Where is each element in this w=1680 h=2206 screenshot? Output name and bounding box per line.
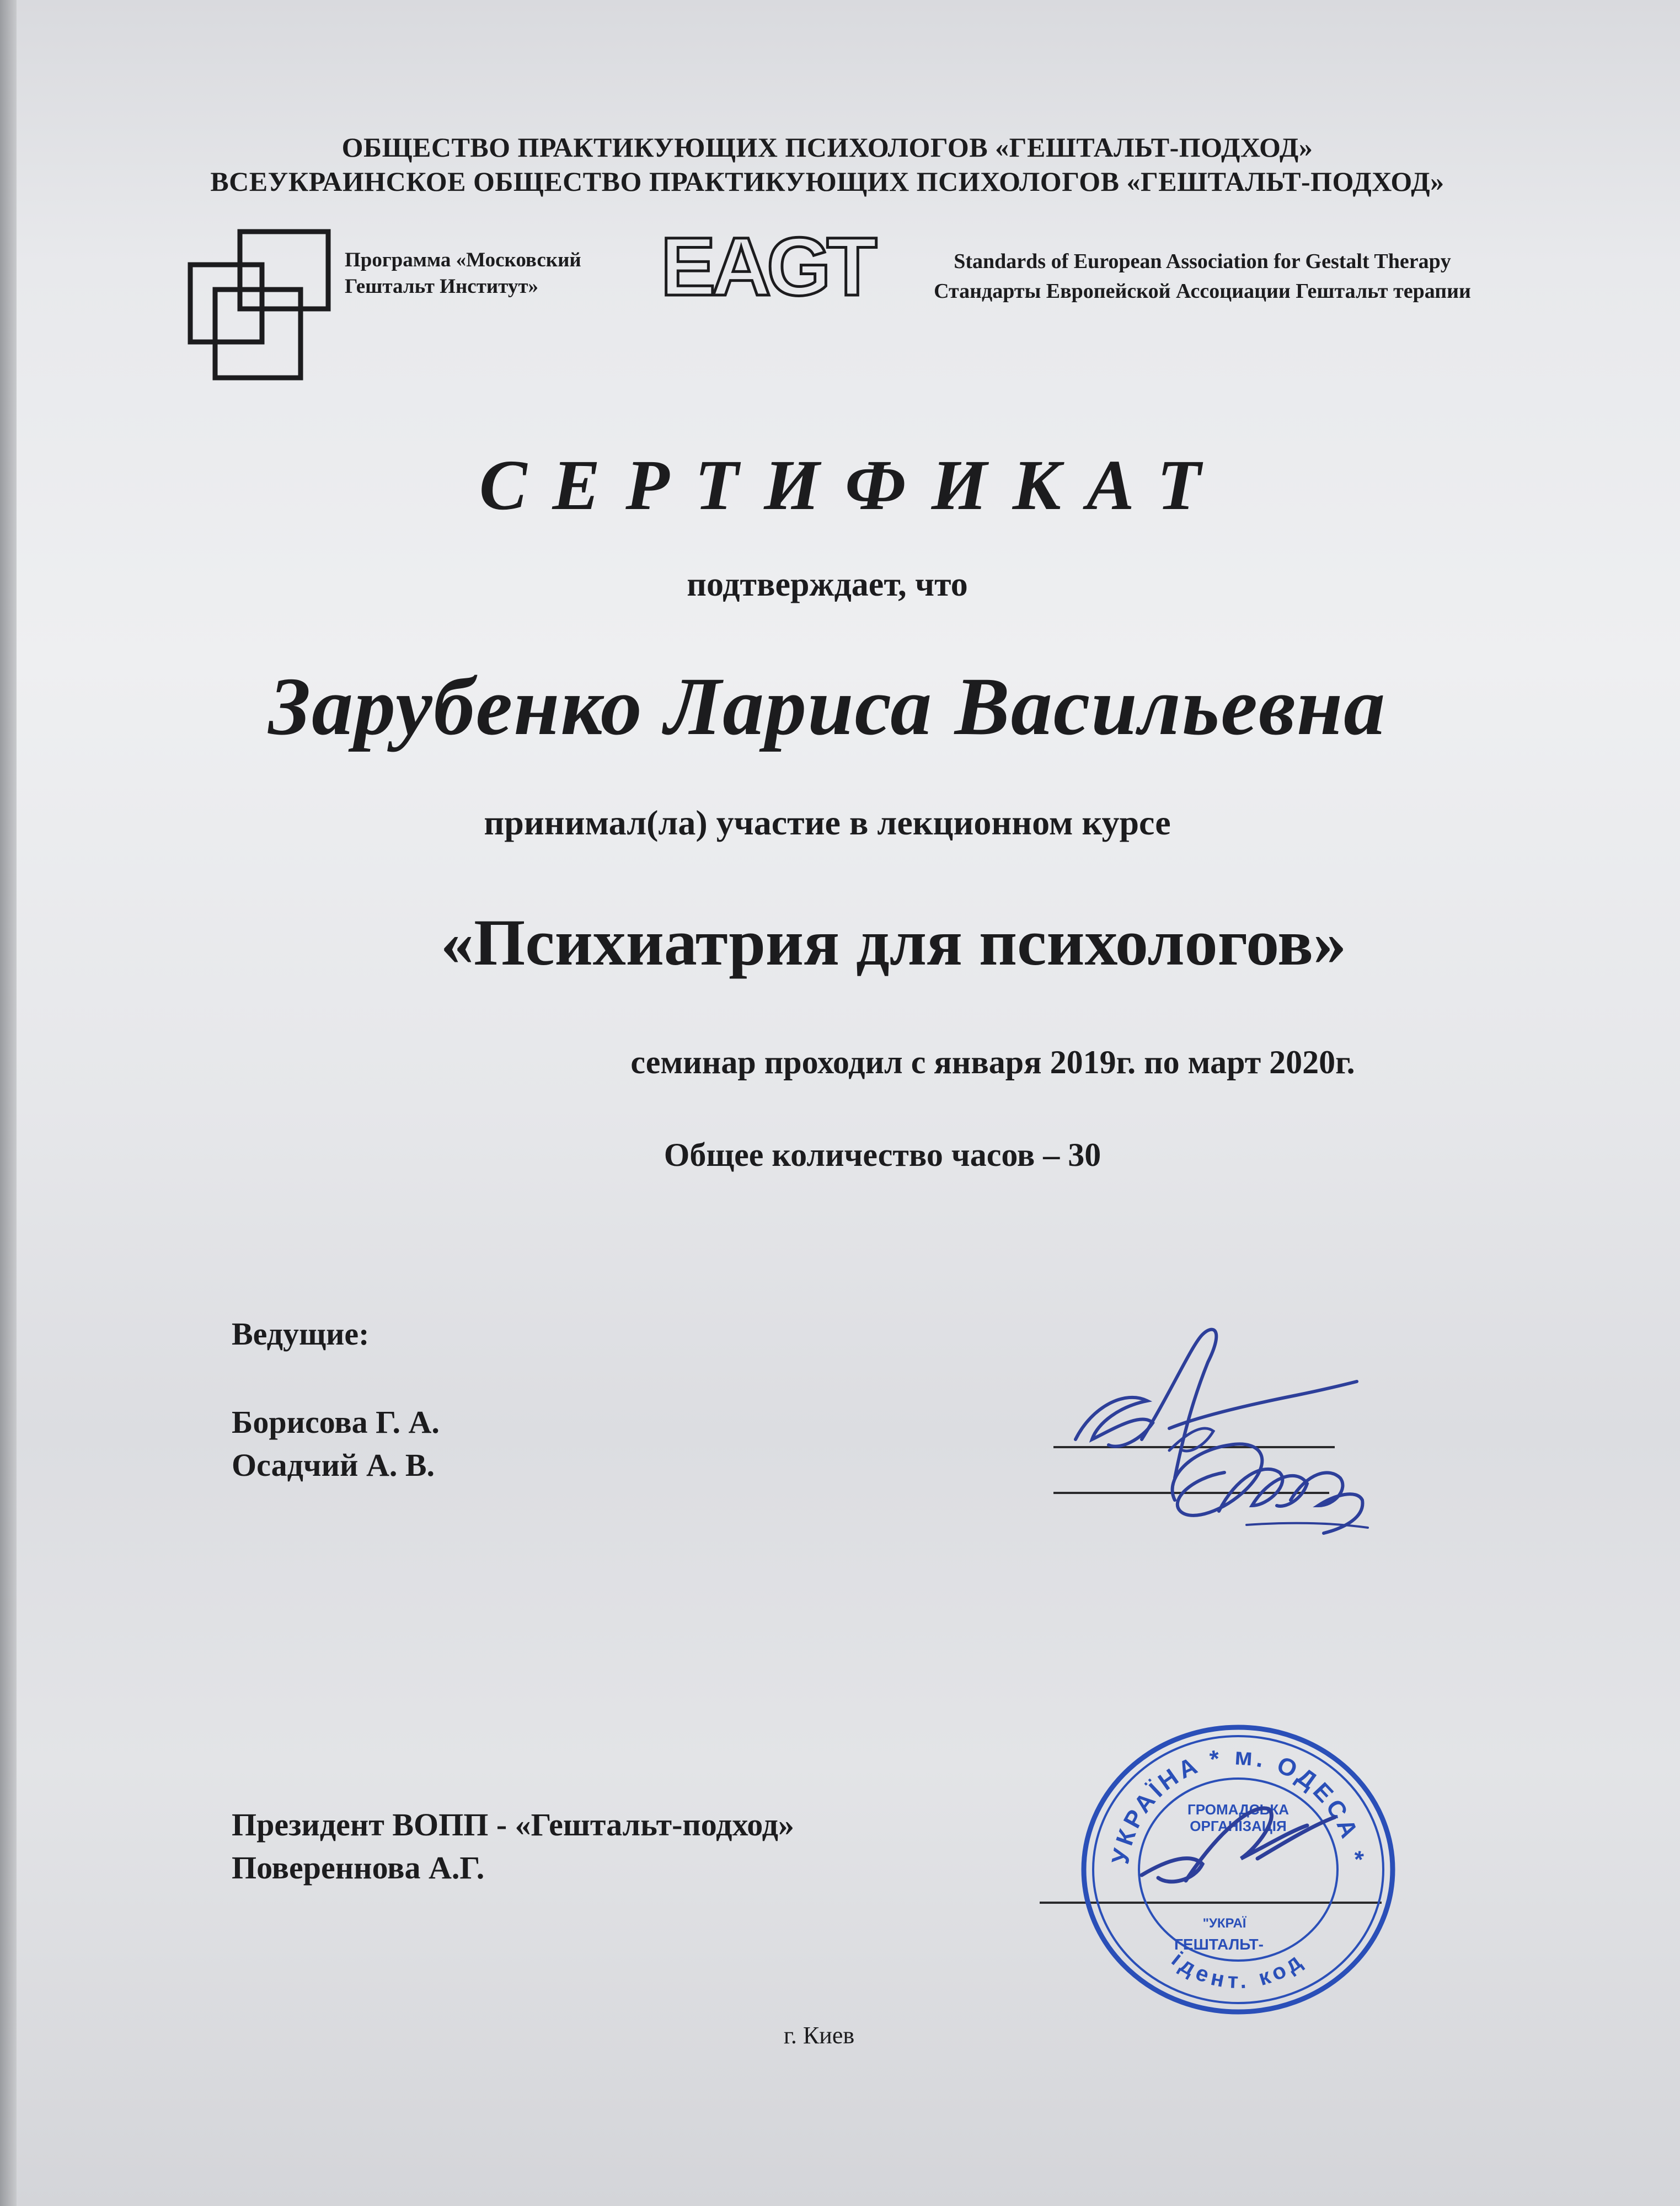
stamp-inner-line-3: "УКРАЇ bbox=[1202, 1916, 1246, 1931]
city-label: г. Киев bbox=[783, 2022, 855, 2049]
participation-text: принимал(ла) участие в лекционном курсе bbox=[484, 803, 1171, 842]
eagt-logo bbox=[660, 220, 873, 313]
eagt-label-line-1: Standards of European Association for Gestalt Therapy bbox=[954, 250, 1451, 273]
confirms-text: подтверждает, что bbox=[687, 566, 968, 603]
total-hours: Общее количество часов – 30 bbox=[664, 1137, 1101, 1173]
mgi-label-line-1: Программа «Московский bbox=[345, 249, 581, 271]
mgi-squares-logo bbox=[188, 229, 336, 383]
leader-name: Борисова Г. А. bbox=[232, 1404, 440, 1440]
president-title: Президент ВОПП - «Гештальт-подход» bbox=[232, 1807, 794, 1843]
stamp-inner-line-1: ГРОМАДСЬКА bbox=[1187, 1801, 1289, 1818]
organization-stamp bbox=[1076, 1721, 1401, 2018]
stamp-outer-bottom-text: ідент. код bbox=[1167, 1947, 1310, 1994]
signature-osadchiy bbox=[1158, 1412, 1379, 1555]
sheet-edge bbox=[0, 0, 17, 2206]
organization-header-line-1: ОБЩЕСТВО ПРАКТИКУЮЩИХ ПСИХОЛОГОВ «ГЕШТАЛЬТ-ПОДХОД» bbox=[341, 132, 1313, 163]
leaders-heading: Ведущие: bbox=[232, 1316, 370, 1352]
president-name: Повереннова А.Г. bbox=[232, 1850, 485, 1886]
eagt-logo-mark: EAGT bbox=[660, 220, 873, 313]
stamp-inner-line-2: ОРГАНІЗАЦІЯ bbox=[1190, 1818, 1287, 1834]
seminar-dates: семинар проходил с января 2019г. по март 2020г. bbox=[630, 1044, 1355, 1080]
leader-name: Осадчий А. В. bbox=[232, 1447, 435, 1483]
recipient-name: Зарубенко Лариса Васильевна bbox=[268, 661, 1387, 752]
mgi-label-line-2: Гештальт Институт» bbox=[345, 275, 539, 298]
president-block bbox=[232, 1803, 794, 1889]
mgi-program-label bbox=[345, 247, 581, 300]
stamp-outer-text: УКРАЇНА * м. ОДЕСА * bbox=[1106, 1743, 1370, 1866]
stamp-inner-line-4: ГЕШТАЛЬТ- bbox=[1174, 1936, 1264, 1953]
svg-text:ідент. код bbox=[1167, 1947, 1309, 1993]
course-title: «Психиатрия для психологов» bbox=[441, 906, 1346, 979]
certificate-title: СЕРТИФИКАТ bbox=[479, 446, 1227, 525]
leaders-list bbox=[232, 1401, 440, 1487]
organization-header-line-2: ВСЕУКРАИНСКОЕ ОБЩЕСТВО ПРАКТИКУЮЩИХ ПСИХОЛОГОВ «ГЕШТАЛЬТ-ПОДХОД» bbox=[210, 166, 1444, 197]
eagt-label-line-2: Стандарты Европейской Ассоциации Гештальт терапии bbox=[934, 280, 1471, 303]
eagt-standards-label bbox=[871, 247, 1533, 306]
